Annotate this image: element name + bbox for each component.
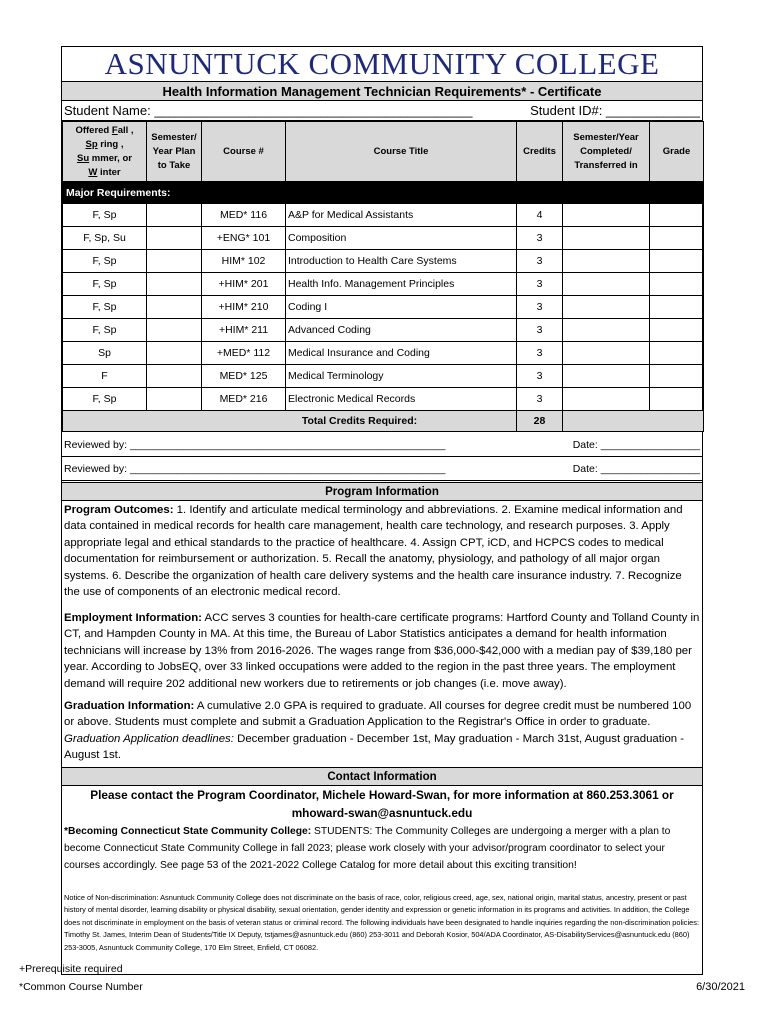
prerequisite-footnote: +Prerequisite required xyxy=(19,963,123,975)
course-row xyxy=(63,365,704,388)
course-row xyxy=(63,342,704,365)
course-title-cell: A&P for Medical Assistants xyxy=(286,204,517,227)
grade-cell[interactable] xyxy=(650,250,704,273)
completed-cell[interactable] xyxy=(563,319,650,342)
completed-cell[interactable] xyxy=(563,365,650,388)
credits-cell: 3 xyxy=(517,319,563,342)
course-row xyxy=(63,250,704,273)
requirements-title: Health Information Management Technician Requirements* - Certificate xyxy=(62,81,702,101)
completed-cell[interactable] xyxy=(563,227,650,250)
semester-plan-cell[interactable] xyxy=(147,319,202,342)
header-course-title: Course Title xyxy=(286,122,517,182)
offered-cell: F, Sp xyxy=(63,273,147,296)
completed-cell[interactable] xyxy=(563,204,650,227)
header-credits: Credits xyxy=(517,122,563,182)
course-row xyxy=(63,296,704,319)
credits-cell: 3 xyxy=(517,365,563,388)
course-number-cell: +MED* 112 xyxy=(202,342,286,365)
offered-cell: F, Sp xyxy=(63,204,147,227)
semester-plan-cell[interactable] xyxy=(147,204,202,227)
course-number-cell: +HIM* 211 xyxy=(202,319,286,342)
table-header-row xyxy=(63,122,704,182)
program-outcomes: Program Outcomes: 1. Identify and articulate medical terminology and abbreviations. 2. Examine medical information and data contained in medical records for health care management, health care technology, and research purposes. 3. Apply appropriate legal and ethical standards to the practice of healthcare. 4. Assign CPT, iCD, and HCPCS codes to medical documentation for reimbursement or authorization. 5. Recall the anatomy, physiology, and pathology of all major organ systems. 6. Describe the organization of health care delivery systems and the health care insurance industry. 7. Recognize the use of components of an electronic medical record. xyxy=(64,504,683,599)
grade-cell[interactable] xyxy=(650,204,704,227)
header-offered: Offered Fall , Sp ring , Su mmer, or W inter xyxy=(63,122,147,182)
course-row xyxy=(63,273,704,296)
completed-cell[interactable] xyxy=(563,342,650,365)
grade-cell[interactable] xyxy=(650,365,704,388)
course-title-cell: Medical Insurance and Coding xyxy=(286,342,517,365)
offered-cell: F, Sp, Su xyxy=(63,227,147,250)
semester-plan-cell[interactable] xyxy=(147,296,202,319)
credits-cell: 3 xyxy=(517,296,563,319)
total-blank xyxy=(563,411,704,432)
requirements-sheet xyxy=(61,46,703,975)
credits-cell: 3 xyxy=(517,227,563,250)
grade-cell[interactable] xyxy=(650,388,704,411)
offered-cell: F, Sp xyxy=(63,319,147,342)
contact-info-heading: Contact Information xyxy=(62,767,702,786)
total-credits-value: 28 xyxy=(517,411,563,432)
grade-cell[interactable] xyxy=(650,296,704,319)
grade-cell[interactable] xyxy=(650,342,704,365)
credits-cell: 3 xyxy=(517,388,563,411)
reviewed-by-field[interactable]: Reviewed by: ______________________________________________________ xyxy=(64,463,446,475)
non-discrimination-notice: Notice of Non-discrimination: Asnuntuck Community College does not discriminate on the basis of race, color, religious creed, age, sex, national origin, marital status, ancestry, present or past history of mental disorder, learning disability or physical disability, sexual orientation, gender identity and expression or genetic information in its programs and activities. In addition, the College does not discriminate in employment on the basis of veteran status or criminal record. The following individuals have been designated to handle inquiries regarding the non-discrimination policies: Timothy St. James, Interim Dean of Students/Title IX Deputy, tstjames@asnuntuck.edu (860) 253-3011 and Deborah Kosior, 504/ADA Coordinator, AS-DisabilityServices@asnuntuck.edu (860) 253-3005, Asnuntuck Community College, 170 Elm Street, Enfield, CT 06082. xyxy=(64,893,699,952)
course-row xyxy=(63,319,704,342)
offered-cell: F, Sp xyxy=(63,388,147,411)
course-title-cell: Composition xyxy=(286,227,517,250)
completed-cell[interactable] xyxy=(563,388,650,411)
grade-cell[interactable] xyxy=(650,319,704,342)
student-info-row xyxy=(62,101,702,121)
reviewed-by-row-2 xyxy=(62,457,702,481)
header-semester-plan: Semester/ Year Plan to Take xyxy=(147,122,202,182)
contact-line: Please contact the Program Coordinator, Michele Howard-Swan, for more information at 860.253.3061 or xyxy=(90,788,674,802)
credits-cell: 4 xyxy=(517,204,563,227)
semester-plan-cell[interactable] xyxy=(147,365,202,388)
semester-plan-cell[interactable] xyxy=(147,273,202,296)
contact-email[interactable]: mhoward-swan@asnuntuck.edu xyxy=(291,806,473,820)
credits-cell: 3 xyxy=(517,273,563,296)
course-row xyxy=(63,227,704,250)
semester-plan-cell[interactable] xyxy=(147,227,202,250)
offered-cell: F xyxy=(63,365,147,388)
header-completed: Semester/Year Completed/ Transferred in xyxy=(563,122,650,182)
course-number-cell: +HIM* 201 xyxy=(202,273,286,296)
semester-plan-cell[interactable] xyxy=(147,342,202,365)
course-title-cell: Electronic Medical Records xyxy=(286,388,517,411)
completed-cell[interactable] xyxy=(563,273,650,296)
course-title-cell: Coding I xyxy=(286,296,517,319)
college-title: ASNUNTUCK COMMUNITY COLLEGE xyxy=(104,46,660,81)
completed-cell[interactable] xyxy=(563,250,650,273)
credits-cell: 3 xyxy=(517,250,563,273)
document-date: 6/30/2021 xyxy=(696,981,745,993)
course-title-cell: Advanced Coding xyxy=(286,319,517,342)
review-date-field[interactable]: Date: _________________ xyxy=(572,439,700,451)
course-number-cell: MED* 116 xyxy=(202,204,286,227)
reviewed-by-field[interactable]: Reviewed by: ______________________________________________________ xyxy=(64,439,446,451)
course-row xyxy=(63,388,704,411)
course-number-cell: +HIM* 210 xyxy=(202,296,286,319)
common-course-footnote: *Common Course Number xyxy=(19,981,143,993)
merger-notice: *Becoming Connecticut State Community College: STUDENTS: The Community Colleges are undergoing a merger with a plan to become Connecticut State Community College in fall 2023; please work closely with your advisor/program coordinator to select your courses accordingly. See page 53 of the 2021-2022 College Catalog for more detail about this exciting transition! xyxy=(64,826,671,871)
course-number-cell: MED* 216 xyxy=(202,388,286,411)
offered-cell: F, Sp xyxy=(63,250,147,273)
review-date-field[interactable]: Date: _________________ xyxy=(572,463,700,475)
completed-cell[interactable] xyxy=(563,296,650,319)
credits-cell: 3 xyxy=(517,342,563,365)
course-row xyxy=(63,204,704,227)
major-requirements-row xyxy=(63,182,704,204)
course-title-cell: Introduction to Health Care Systems xyxy=(286,250,517,273)
student-name-field[interactable]: Student Name: ____________________________________________ xyxy=(64,103,473,118)
graduation-info: Graduation Information: A cumulative 2.0 GPA is required to graduate. All courses for degree credit must be numbered 100 or above. Students must complete and submit a Graduation Application to the Registrar's Office in order to graduate. Graduation Application deadlines: December graduation - December 1st, May graduation - March 31st, August graduation - August 1st. xyxy=(64,700,692,762)
course-number-cell: MED* 125 xyxy=(202,365,286,388)
header-grade: Grade xyxy=(650,122,704,182)
reviewed-by-row-1 xyxy=(62,433,702,457)
program-info-heading: Program Information xyxy=(62,482,702,501)
offered-cell: F, Sp xyxy=(63,296,147,319)
grade-cell[interactable] xyxy=(650,273,704,296)
header-course-number: Course # xyxy=(202,122,286,182)
student-id-field[interactable]: Student ID#: _____________ xyxy=(530,103,700,118)
course-table xyxy=(62,121,704,432)
course-title-cell: Health Info. Management Principles xyxy=(286,273,517,296)
total-credits-row xyxy=(63,411,704,432)
course-number-cell: +ENG* 101 xyxy=(202,227,286,250)
course-number-cell: HIM* 102 xyxy=(202,250,286,273)
semester-plan-cell[interactable] xyxy=(147,388,202,411)
major-requirements-label: Major Requirements: xyxy=(63,182,704,204)
total-credits-label: Total Credits Required: xyxy=(63,411,517,432)
grade-cell[interactable] xyxy=(650,227,704,250)
course-title-cell: Medical Terminology xyxy=(286,365,517,388)
semester-plan-cell[interactable] xyxy=(147,250,202,273)
employment-info: Employment Information: ACC serves 3 counties for health-care certificate programs: Hartford County and Tolland County in CT, and Hampden County in MA. At this time, the Bureau of Labor Statistics anticipates a demand for health information technicians will increase by 13% from 2016-2026. The wages range from $36,000-$42,000 with a median pay of $39,180 per year. According to JobsEQ, over 33 linked occupations were added to the region in the past three years. The employment demand will require 202 additional new workers due to retirements or job changes (i.e. move away). xyxy=(64,612,700,690)
offered-cell: Sp xyxy=(63,342,147,365)
